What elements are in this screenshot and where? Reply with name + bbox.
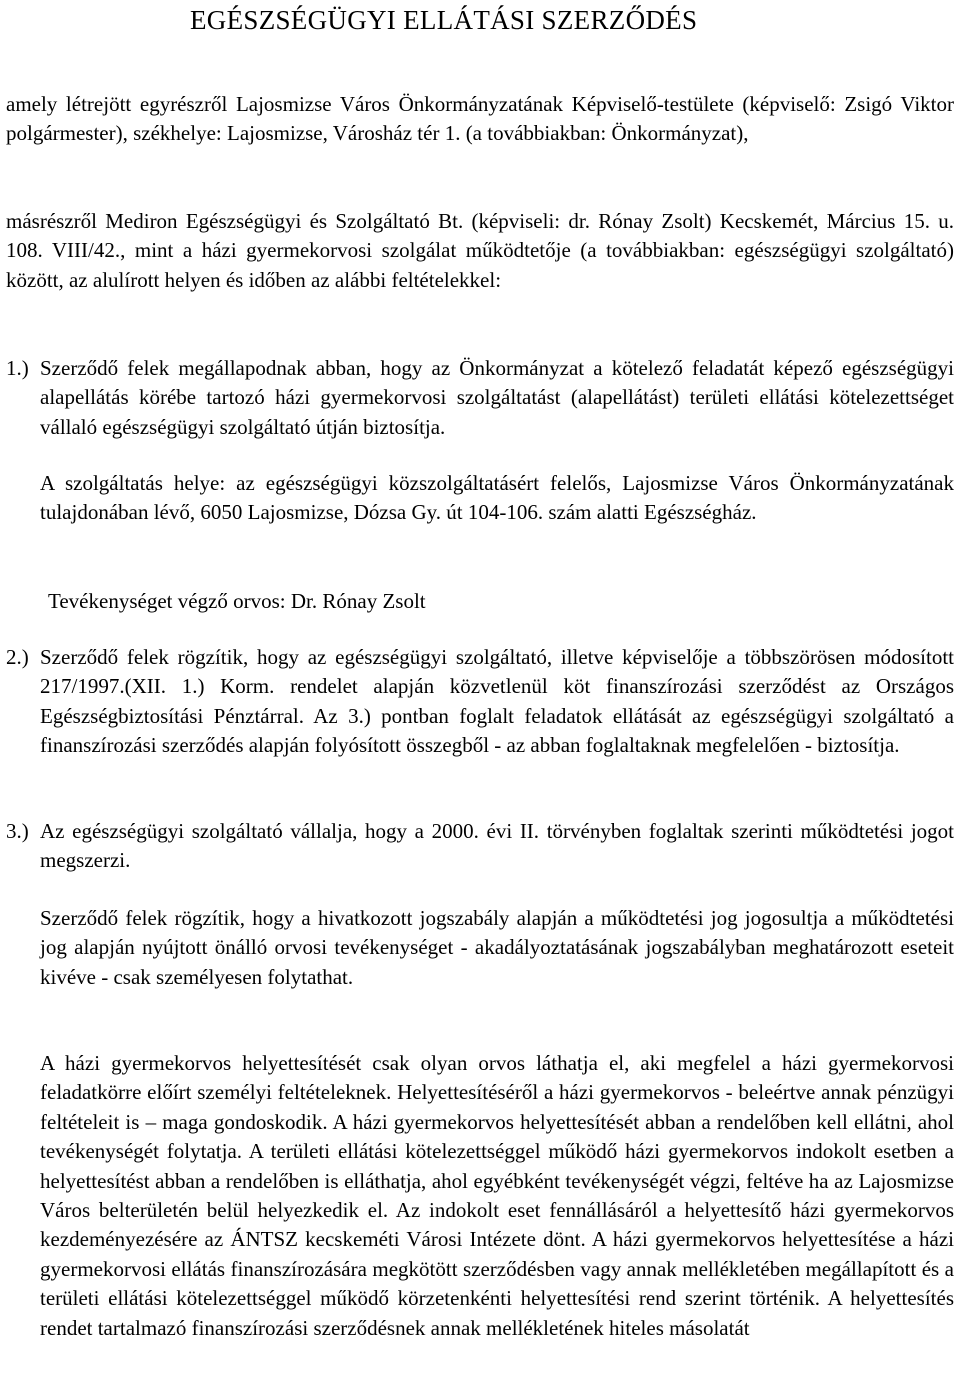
intro-party-2: másrészről Mediron Egészségügyi és Szolgáltató Bt. (képviseli: dr. Rónay Zsolt) Kecskemét, Március 15. u. 108. VIII/42., mint a házi gyermekorvosi szolgálat működtetője (a továbbiakban: egészségügyi szolgáltató) között, az alulírott helyen és időben az alábbi feltételekkel:: [6, 209, 954, 292]
intro-party-1: amely létrejött egyrészről Lajosmizse Város Önkormányzatának Képviselő-testülete (képviselő: Zsigó Viktor polgármester), székhelye: Lajosmizse, Városház tér 1. (a továbbiakban: Önkormányzat),: [6, 92, 954, 146]
section-3-number: 3.): [6, 819, 29, 843]
section-3-text: Az egészségügyi szolgáltató vállalja, hogy a 2000. évi II. törvényben foglaltak szerinti működtetési jogot megszerzi.: [40, 819, 954, 873]
section-1-number: 1.): [6, 356, 29, 380]
section-3-paragraph-b: A házi gyermekorvos helyettesítését csak olyan orvos láthatja el, aki megfelel a házi gyermekorvosi feladatkörre előírt személyi feltételeknek. Helyettesítéséről a házi gyermekorvos - beleértve annak pénzügyi feltételeit is – maga gondoskodik. A házi gyermekorvos helyettesítését abban a rendelőben kell ellátni, ahol tevékenységét folytatja. A területi ellátási kötelezettséggel működő házi gyermekorvos indokolt esetben a helyettesítést abban a rendelőben is elláthatja, ahol egyébként tevékenységét végzi, feltéve ha az Lajosmizse Város belterületén belül helyezkedik el. Az indokolt eset fennállásáról a helyettesítő házi gyermekorvos kezdeményezésére az ÁNTSZ kecskeméti Városi Intézete dönt. A házi gyermekorvos helyettesítése a házi gyermekorvosi ellátás finanszírozására megkötött szerződésben vagy annak mellékletében megállapított és a területi ellátási kötelezettséggel működő körzetenkénti helyettesítési rend szerint történik. A helyettesítés rendet tartalmazó finanszírozási szerződésnek annak mellékletének hiteles másolatát: [40, 1051, 954, 1340]
section-1-location: A szolgáltatás helye: az egészségügyi közszolgáltatásért felelős, Lajosmizse Város Önkormányzatának tulajdonában lévő, 6050 Lajosmizse, Dózsa Gy. út 104-106. szám alatti Egészségház.: [40, 471, 954, 525]
section-3-paragraph-a: Szerződő felek rögzítik, hogy a hivatkozott jogszabály alapján a működtetési jog jogosultja a működtetési jog alapján nyújtott önálló orvosi tevékenységet - akadályoztatásának jogszabályban meghatározott eseteit kivéve - csak személyesen folytathat.: [40, 906, 954, 989]
section-2-number: 2.): [6, 645, 29, 669]
section-1-text: Szerződő felek megállapodnak abban, hogy az Önkormányzat a kötelező feladatát képező egészségügyi alapellátás körébe tartozó házi gyermekorvosi szolgáltatást (alapellátást) területi ellátási kötelezettséget vállaló egészségügyi szolgáltató útján biztosítja.: [40, 356, 954, 439]
section-1-doctor: Tevékenységet végző orvos: Dr. Rónay Zsolt: [48, 589, 426, 613]
section-2-text: Szerződő felek rögzítik, hogy az egészségügyi szolgáltató, illetve képviselője a többszörösen módosított 217/1997.(XII. 1.) Korm. rendelet alapján közvetlenül köt finanszírozási szerződést az Országos Egészségbiztosítási Pénztárral. Az 3.) pontban foglalt feladatok ellátását az egészségügyi szolgáltató a finanszírozási szerződés alapján folyósított összegből - az abban foglaltaknak megfelelően - biztosítja.: [40, 645, 954, 758]
document-title: EGÉSZSÉGÜGYI ELLÁTÁSI SZERZŐDÉS: [190, 5, 698, 35]
